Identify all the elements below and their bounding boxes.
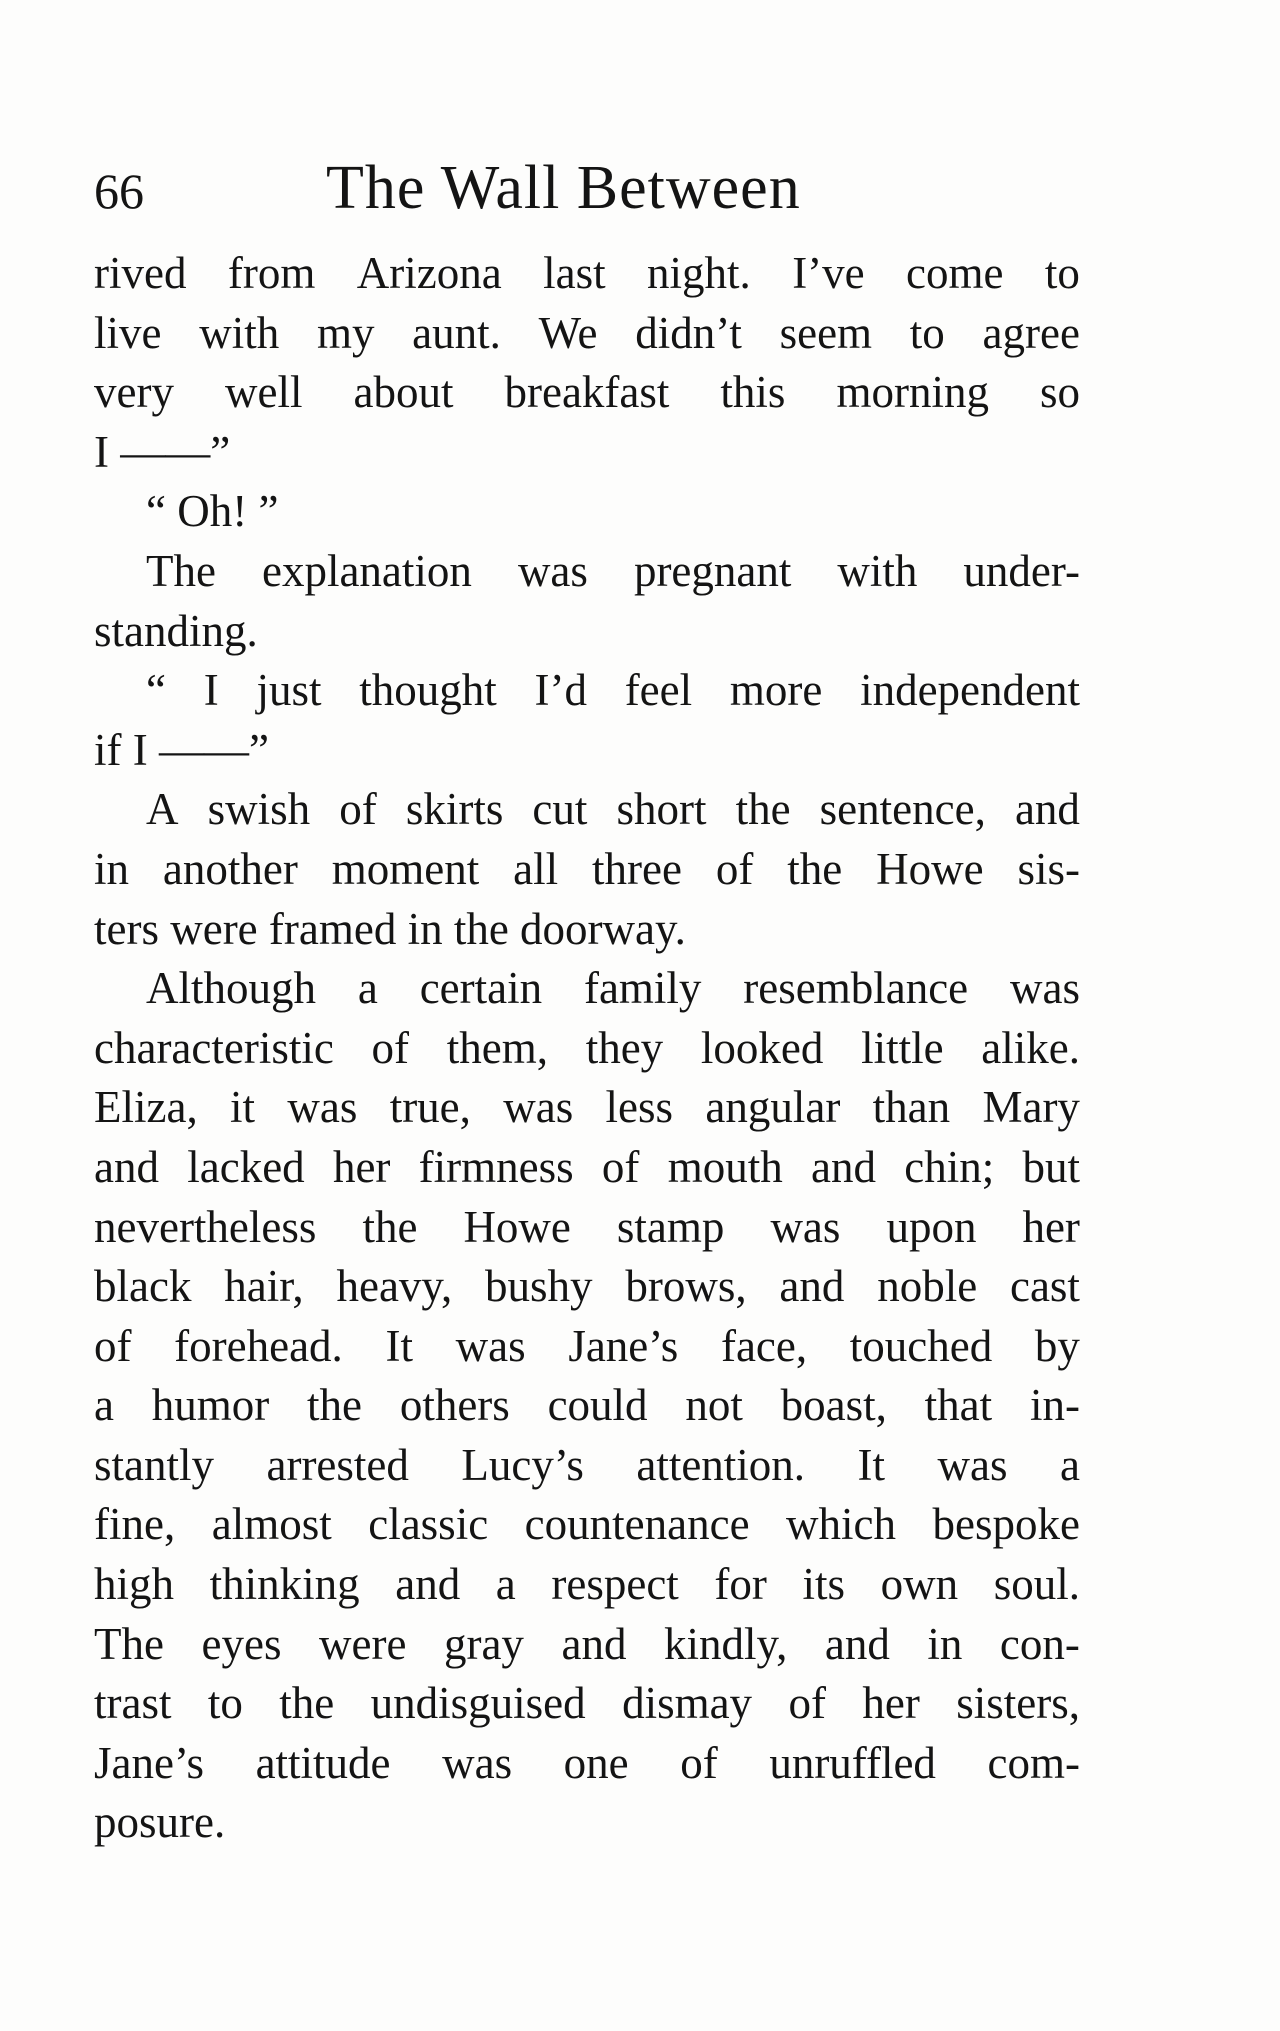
text-line <box>94 780 1080 840</box>
word: Eliza, <box>94 1082 198 1133</box>
word: moment <box>331 843 480 894</box>
word: and <box>94 1141 159 1192</box>
word: We <box>538 307 598 358</box>
word: and <box>824 1618 890 1669</box>
word: than <box>872 1082 951 1133</box>
word: trast <box>94 1678 172 1729</box>
text-line: posure. <box>94 1797 226 1848</box>
text-line <box>94 542 1080 602</box>
word: in- <box>1029 1380 1080 1431</box>
word: explanation <box>261 545 472 596</box>
word: Jane’s <box>568 1320 679 1371</box>
word: in <box>94 843 130 894</box>
word: seem <box>779 307 873 358</box>
word: independent <box>860 665 1080 716</box>
word: my <box>316 307 375 358</box>
word: of <box>371 1022 410 1073</box>
word: live <box>94 307 162 358</box>
word: not <box>685 1380 743 1431</box>
text-line <box>94 1734 1080 1794</box>
word: night. <box>647 248 751 298</box>
word: and <box>395 1559 461 1610</box>
page-header <box>94 150 1084 230</box>
word: brows, <box>625 1261 747 1312</box>
word: three <box>591 843 682 894</box>
word: undisguised <box>370 1678 586 1729</box>
word: Mary <box>982 1082 1080 1133</box>
word: “ <box>146 665 166 716</box>
word: a <box>357 963 378 1014</box>
word: was <box>503 1082 574 1133</box>
word: It <box>857 1439 886 1490</box>
word: own <box>880 1559 959 1610</box>
word: of <box>601 1141 640 1192</box>
word: last <box>543 248 606 298</box>
word: kindly, <box>663 1618 788 1669</box>
word: high <box>94 1559 175 1610</box>
word: others <box>399 1380 510 1431</box>
word: agree <box>982 307 1080 358</box>
word: the <box>307 1380 363 1431</box>
text-line <box>94 1615 1080 1675</box>
word: attitude <box>255 1737 391 1788</box>
word: less <box>605 1082 674 1133</box>
word: a <box>495 1559 516 1610</box>
word: characteristic <box>94 1022 334 1073</box>
word: bushy <box>485 1261 593 1312</box>
word: breakfast <box>504 367 670 418</box>
word: this <box>720 367 786 418</box>
word: to <box>1044 248 1080 298</box>
word: didn’t <box>635 307 742 358</box>
word: boast, <box>780 1380 887 1431</box>
text-line <box>94 840 1080 900</box>
text-line <box>94 1257 1080 1317</box>
word: the <box>735 784 791 835</box>
text-line <box>94 1078 1080 1138</box>
word: they <box>585 1022 664 1073</box>
word: I’d <box>534 665 587 716</box>
word: aunt. <box>412 307 501 358</box>
word: one <box>563 1737 629 1788</box>
word: com- <box>987 1737 1080 1788</box>
word: that <box>924 1380 993 1431</box>
word: certain <box>419 963 543 1014</box>
word: Jane’s <box>94 1737 204 1788</box>
word: upon <box>886 1201 977 1252</box>
word: black <box>94 1261 192 1312</box>
text-line: “ Oh! ” <box>146 486 279 537</box>
word: classic <box>368 1499 489 1550</box>
word: with <box>837 545 918 596</box>
word: stantly <box>94 1439 214 1490</box>
word: for <box>714 1559 767 1610</box>
word: were <box>319 1618 407 1669</box>
word: con- <box>999 1618 1080 1669</box>
word: noble <box>877 1261 978 1312</box>
word: thought <box>359 665 497 716</box>
text-line <box>94 363 1080 423</box>
text-line <box>94 1376 1080 1436</box>
word: angular <box>705 1082 841 1133</box>
word: could <box>547 1380 648 1431</box>
text-line <box>94 1674 1080 1734</box>
running-title: The Wall Between <box>326 154 801 222</box>
word: I <box>203 665 219 716</box>
word: Arizona <box>356 248 502 298</box>
word: of <box>94 1320 132 1371</box>
word: was <box>1009 963 1080 1014</box>
word: her <box>862 1678 920 1729</box>
word: was <box>455 1320 526 1371</box>
word: under- <box>963 545 1080 596</box>
word: Howe <box>463 1201 571 1252</box>
word: was <box>442 1737 513 1788</box>
word: by <box>1034 1320 1080 1371</box>
word: looked <box>700 1022 824 1073</box>
word: alike. <box>981 1022 1080 1073</box>
word: of <box>339 784 377 835</box>
word: A <box>146 784 179 835</box>
word: skirts <box>405 784 504 835</box>
word: in <box>927 1618 963 1669</box>
text-line: ters were framed in the doorway. <box>94 903 686 954</box>
word: a <box>94 1380 114 1431</box>
word: touched <box>849 1320 993 1371</box>
word: resemblance <box>743 963 969 1014</box>
text-line: I ——” <box>94 426 231 477</box>
word: more <box>729 665 823 716</box>
word: countenance <box>524 1499 750 1550</box>
word: dismay <box>622 1678 753 1729</box>
word: sentence, <box>819 784 986 835</box>
word: unruffled <box>769 1737 936 1788</box>
word: true, <box>389 1082 471 1133</box>
word: lacked <box>187 1141 305 1192</box>
word: so <box>1039 367 1080 418</box>
text-line <box>94 1317 1080 1377</box>
word: almost <box>211 1499 332 1550</box>
word: her <box>332 1141 391 1192</box>
text-line: if I ——” <box>94 724 269 775</box>
word: was <box>517 545 588 596</box>
word: another <box>162 843 298 894</box>
word: sisters, <box>956 1678 1080 1729</box>
word: about <box>353 367 454 418</box>
word: morning <box>836 367 989 418</box>
word: very <box>94 367 174 418</box>
word: heavy, <box>336 1261 453 1312</box>
word: hair, <box>224 1261 304 1312</box>
word: little <box>861 1022 944 1073</box>
word: chin; <box>904 1141 995 1192</box>
word: humor <box>151 1380 270 1431</box>
word: swish <box>207 784 311 835</box>
word: well <box>224 367 303 418</box>
word: them, <box>446 1022 548 1073</box>
word: Lucy’s <box>461 1439 584 1490</box>
word: short <box>616 784 707 835</box>
text-line <box>94 661 1080 721</box>
word: firmness <box>418 1141 574 1192</box>
word: to <box>207 1678 243 1729</box>
word: respect <box>551 1559 679 1610</box>
word: cast <box>1009 1261 1080 1312</box>
word: her <box>1022 1201 1080 1252</box>
word: was <box>937 1439 1008 1490</box>
word: of <box>680 1737 718 1788</box>
word: stamp <box>616 1201 725 1252</box>
word: pregnant <box>633 545 792 596</box>
word: just <box>256 665 322 716</box>
word: It <box>385 1320 413 1371</box>
word: fine, <box>94 1499 176 1550</box>
word: gray <box>443 1618 524 1669</box>
text-line <box>94 1495 1080 1555</box>
text-line <box>94 1198 1080 1258</box>
word: and <box>779 1261 845 1312</box>
word: feel <box>624 665 693 716</box>
word: mouth <box>667 1141 783 1192</box>
word: attention. <box>636 1439 806 1490</box>
word: bespoke <box>932 1499 1080 1550</box>
word: a <box>1060 1439 1080 1490</box>
text-line: standing. <box>94 605 258 656</box>
word: soul. <box>993 1559 1080 1610</box>
text-line <box>94 244 1080 304</box>
word: and <box>1014 784 1080 835</box>
word: it <box>230 1082 256 1133</box>
word: family <box>583 963 702 1014</box>
word: face, <box>720 1320 808 1371</box>
word: of <box>788 1678 826 1729</box>
word: the <box>787 843 843 894</box>
word: cut <box>532 784 588 835</box>
word: was <box>770 1201 841 1252</box>
word: from <box>227 248 316 298</box>
word: forehead. <box>174 1320 343 1371</box>
word: the <box>279 1678 335 1729</box>
word: and <box>810 1141 876 1192</box>
word: thinking <box>209 1559 360 1610</box>
word: the <box>362 1201 418 1252</box>
word: arrested <box>266 1439 409 1490</box>
word: all <box>513 843 559 894</box>
word: of <box>715 843 754 894</box>
word: with <box>199 307 280 358</box>
word: sis- <box>1017 843 1080 894</box>
body-text <box>94 244 1080 1853</box>
word: was <box>287 1082 358 1133</box>
word: which <box>786 1499 897 1550</box>
word: eyes <box>201 1618 282 1669</box>
word: its <box>802 1559 845 1610</box>
text-line <box>94 1019 1080 1079</box>
text-line <box>94 1138 1080 1198</box>
word: The <box>146 545 216 596</box>
word: nevertheless <box>94 1201 317 1252</box>
text-line <box>94 959 1080 1019</box>
text-line <box>94 1436 1080 1496</box>
page-number: 66 <box>94 163 144 219</box>
word: I’ve <box>792 248 865 298</box>
word: Although <box>146 963 317 1014</box>
text-line <box>94 304 1080 364</box>
word: The <box>94 1618 164 1669</box>
word: but <box>1022 1141 1080 1192</box>
word: Howe <box>876 843 984 894</box>
word: come <box>906 248 1004 298</box>
word: rived <box>94 248 187 298</box>
word: and <box>561 1618 627 1669</box>
word: to <box>909 307 945 358</box>
text-line <box>94 1555 1080 1615</box>
